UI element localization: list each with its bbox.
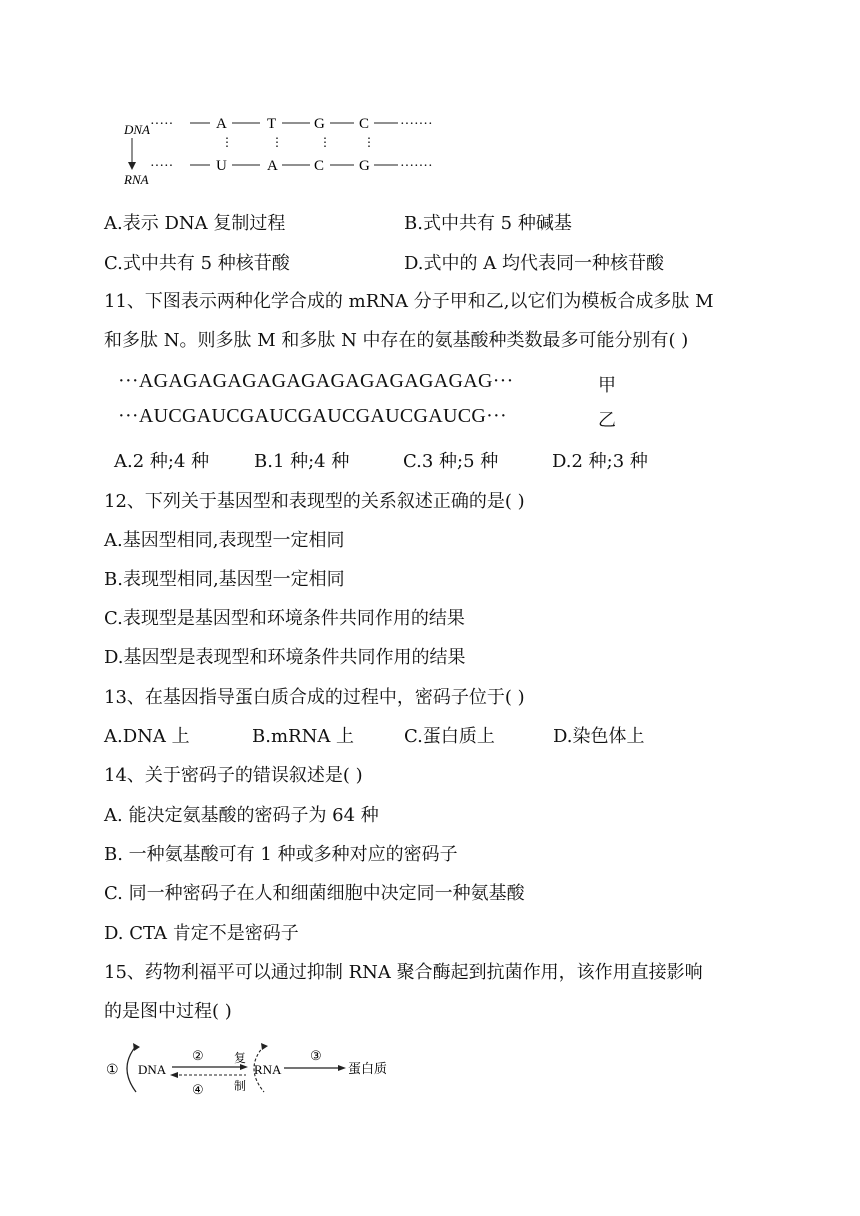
q14-option-a[interactable]: A. 能决定氨基酸的密码子为 64 种	[104, 805, 379, 826]
svg-text:⋮: ⋮	[363, 135, 375, 149]
q12-option-a[interactable]: A.基因型相同,表现型一定相同	[104, 530, 345, 551]
rna-node: RNA	[254, 1062, 282, 1077]
q11-option-d[interactable]: D.2 种;3 种	[552, 451, 648, 472]
dna-base-2: T	[267, 116, 277, 132]
svg-text:⋮: ⋮	[319, 135, 331, 149]
rna-base-2: A	[267, 158, 278, 174]
dna-node: DNA	[138, 1062, 167, 1077]
q12-option-b[interactable]: B.表现型相同,基因型一定相同	[104, 569, 345, 590]
mrna-label-yi: 乙	[598, 410, 616, 431]
svg-text:⋮: ⋮	[271, 135, 283, 149]
rna-base-3: C	[314, 158, 325, 174]
dna-base-1: A	[216, 116, 227, 132]
q13-stem: 13、在基因指导蛋白质合成的过程中，密码子位于( )	[104, 687, 525, 708]
dna-label: DNA	[124, 122, 150, 137]
svg-text:⋮: ⋮	[221, 135, 233, 149]
protein-node: 蛋白质	[348, 1061, 388, 1076]
q13-option-a[interactable]: A.DNA 上	[104, 726, 190, 747]
process-4-label: ④	[192, 1082, 204, 1097]
q10-option-c[interactable]: C.式中共有 5 种核苷酸	[104, 253, 290, 274]
mrna-sequence-jia: ···AGAGAGAGAGAGAGAGAGAGAGAG···	[118, 370, 514, 392]
q14-option-d[interactable]: D. CTA 肯定不是密码子	[104, 923, 299, 944]
process-1-label: ①	[106, 1063, 119, 1078]
rna-base-1: U	[216, 158, 227, 174]
q11-stem-line2: 和多肽 N。则多肽 M 和多肽 N 中存在的氨基酸种类数最多可能分别有( )	[104, 330, 689, 351]
q13-option-c[interactable]: C.蛋白质上	[404, 726, 495, 747]
q10-option-d[interactable]: D.式中的 A 均代表同一种核苷酸	[404, 253, 664, 274]
svg-text:·····: ·····	[150, 159, 174, 174]
replication-char-1: 复	[234, 1051, 247, 1065]
svg-text:·····: ·····	[150, 117, 174, 132]
q12-option-c[interactable]: C.表现型是基因型和环境条件共同作用的结果	[104, 608, 465, 629]
q13-option-b[interactable]: B.mRNA 上	[252, 726, 355, 747]
q14-option-b[interactable]: B. 一种氨基酸可有 1 种或多种对应的密码子	[104, 844, 458, 865]
q15-stem-line2: 的是图中过程( )	[104, 1001, 232, 1022]
q10-option-a[interactable]: A.表示 DNA 复制过程	[104, 213, 286, 234]
q14-option-c[interactable]: C. 同一种密码子在人和细菌细胞中决定同一种氨基酸	[104, 883, 525, 904]
q11-stem-line1: 11、下图表示两种化学合成的 mRNA 分子甲和乙,以它们为模板合成多肽 M	[104, 291, 714, 312]
mrna-label-jia: 甲	[598, 375, 616, 396]
q10-option-b[interactable]: B.式中共有 5 种碱基	[404, 213, 572, 234]
q12-stem: 12、下列关于基因型和表现型的关系叙述正确的是( )	[104, 491, 525, 512]
process-3-label: ③	[310, 1048, 322, 1063]
q13-option-d[interactable]: D.染色体上	[553, 726, 645, 747]
dna-rna-pairing-figure	[112, 104, 442, 190]
svg-text:·······: ·······	[400, 117, 433, 132]
dna-base-3: G	[314, 116, 325, 132]
rna-base-4: G	[359, 158, 370, 174]
q11-option-c[interactable]: C.3 种;5 种	[403, 451, 499, 472]
svg-text:·······: ·······	[400, 159, 433, 174]
q11-option-b[interactable]: B.1 种;4 种	[254, 451, 350, 472]
dna-base-4: C	[359, 116, 370, 132]
mrna-sequence-yi: ···AUCGAUCGAUCGAUCGAUCGAUCG···	[118, 405, 507, 427]
central-dogma-figure	[104, 1040, 394, 1098]
q12-option-d[interactable]: D.基因型是表现型和环境条件共同作用的结果	[104, 647, 466, 668]
q14-stem: 14、关于密码子的错误叙述是( )	[104, 765, 363, 786]
process-2-label: ②	[192, 1048, 204, 1063]
replication-loop-arrow	[127, 1046, 136, 1092]
q15-stem-line1: 15、药物利福平可以通过抑制 RNA 聚合酶起到抗菌作用，该作用直接影响	[104, 962, 703, 983]
q11-option-a[interactable]: A.2 种;4 种	[114, 451, 210, 472]
replication-char-2: 制	[234, 1079, 247, 1093]
rna-label: RNA	[124, 172, 149, 187]
